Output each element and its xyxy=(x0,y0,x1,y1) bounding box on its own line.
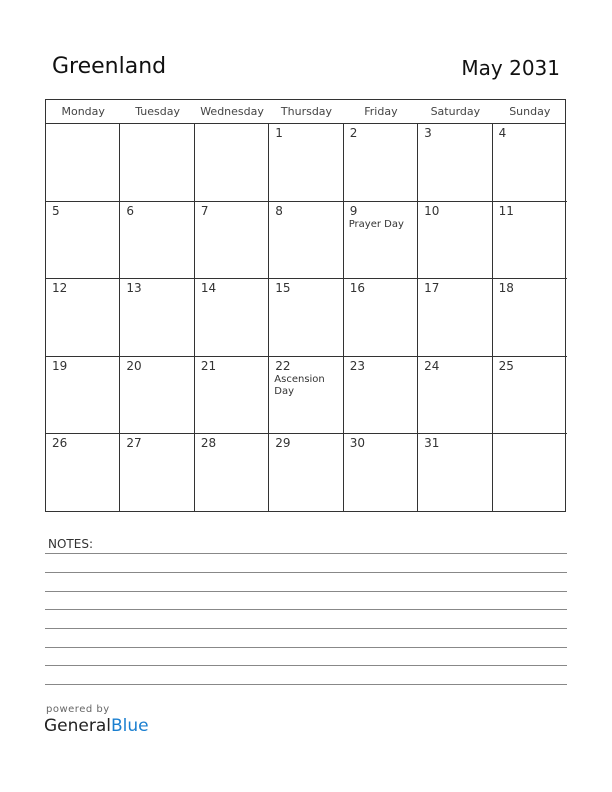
day-cell xyxy=(46,357,120,435)
day-cell xyxy=(493,357,567,435)
day-number: 21 xyxy=(200,358,217,373)
generalblue-logo xyxy=(44,716,149,736)
day-cell xyxy=(344,357,418,435)
day-number: 11 xyxy=(498,203,514,218)
day-cell xyxy=(120,279,194,357)
month-title: May 2031 xyxy=(461,56,560,80)
day-number: 28 xyxy=(200,436,217,451)
day-cell xyxy=(269,124,343,202)
country-title: Greenland xyxy=(52,54,167,79)
notes-line xyxy=(45,591,567,592)
day-cell xyxy=(269,279,343,357)
day-cell xyxy=(120,202,194,280)
notes-line xyxy=(45,647,567,648)
notes-line xyxy=(45,609,567,610)
day-number: 29 xyxy=(275,436,291,451)
day-number: 23 xyxy=(349,358,365,373)
day-number: 9 xyxy=(349,203,358,218)
day-cell xyxy=(493,279,567,357)
day-cell xyxy=(269,434,343,512)
day-number: 30 xyxy=(349,436,365,451)
day-number: 3 xyxy=(424,126,432,140)
day-cell xyxy=(46,434,120,512)
weekday-header-wednesday: Wednesday xyxy=(200,105,264,118)
day-cell xyxy=(418,434,492,512)
notes-line xyxy=(45,572,567,573)
day-number: 27 xyxy=(126,436,142,451)
day-number: 18 xyxy=(498,281,514,296)
day-number: 22 xyxy=(275,358,291,373)
notes-line xyxy=(45,684,567,685)
day-number: 24 xyxy=(424,358,440,373)
day-number: 2 xyxy=(349,126,358,140)
weekday-header-saturday: Saturday xyxy=(430,105,481,118)
day-number: 19 xyxy=(52,358,68,373)
day-number: 5 xyxy=(52,203,60,218)
weekday-header-friday: Friday xyxy=(364,105,398,118)
day-cell xyxy=(344,202,418,280)
day-cell xyxy=(344,124,418,202)
day-number: 10 xyxy=(424,203,440,218)
day-number: 14 xyxy=(200,281,217,296)
day-number: 8 xyxy=(275,203,283,218)
day-number: 25 xyxy=(498,358,514,373)
day-cell xyxy=(195,124,269,202)
day-cell xyxy=(195,279,269,357)
weekday-header-sunday: Sunday xyxy=(509,105,551,118)
day-number: 20 xyxy=(126,358,142,373)
day-cell xyxy=(120,124,194,202)
day-cell xyxy=(344,279,418,357)
day-number: 31 xyxy=(424,436,440,451)
holiday-label: Prayer Day xyxy=(348,218,404,230)
notes-line xyxy=(45,553,567,554)
brand-blue: Blue xyxy=(111,716,149,736)
day-cell xyxy=(418,202,492,280)
day-cell xyxy=(418,279,492,357)
day-number: 15 xyxy=(275,281,291,296)
day-number: 4 xyxy=(498,126,507,140)
day-cell xyxy=(493,202,567,280)
day-cell xyxy=(195,202,269,280)
day-cell xyxy=(493,124,567,202)
weekday-header-tuesday: Tuesday xyxy=(135,105,181,118)
day-cell xyxy=(269,202,343,280)
day-number: 16 xyxy=(349,281,365,296)
day-number: 6 xyxy=(126,203,135,218)
day-number: 1 xyxy=(275,126,283,140)
day-cell xyxy=(418,124,492,202)
weekday-header-monday: Monday xyxy=(61,105,105,118)
day-cell xyxy=(493,434,567,512)
day-number: 12 xyxy=(52,281,68,296)
day-cell xyxy=(418,357,492,435)
day-cell xyxy=(344,434,418,512)
notes-line xyxy=(45,628,567,629)
day-cell xyxy=(46,124,120,202)
day-number: 26 xyxy=(52,436,68,451)
day-cell xyxy=(46,202,120,280)
calendar-grid xyxy=(45,99,566,512)
day-cell xyxy=(120,357,194,435)
day-cell xyxy=(120,434,194,512)
notes-label: NOTES: xyxy=(48,537,93,551)
day-cell xyxy=(269,357,343,435)
weekday-header-thursday: Thursday xyxy=(280,105,333,118)
calendar-body xyxy=(46,124,565,512)
day-number: 17 xyxy=(424,281,440,296)
day-cell xyxy=(195,357,269,435)
powered-by-text: powered by xyxy=(46,704,110,715)
brand-general: General xyxy=(44,716,111,736)
notes-line xyxy=(45,665,567,666)
day-cell xyxy=(46,279,120,357)
day-cell xyxy=(195,434,269,512)
weekday-header-row xyxy=(46,100,565,124)
day-number: 7 xyxy=(200,203,209,218)
holiday-label: Ascension Day xyxy=(274,373,325,397)
day-number: 13 xyxy=(126,281,142,296)
